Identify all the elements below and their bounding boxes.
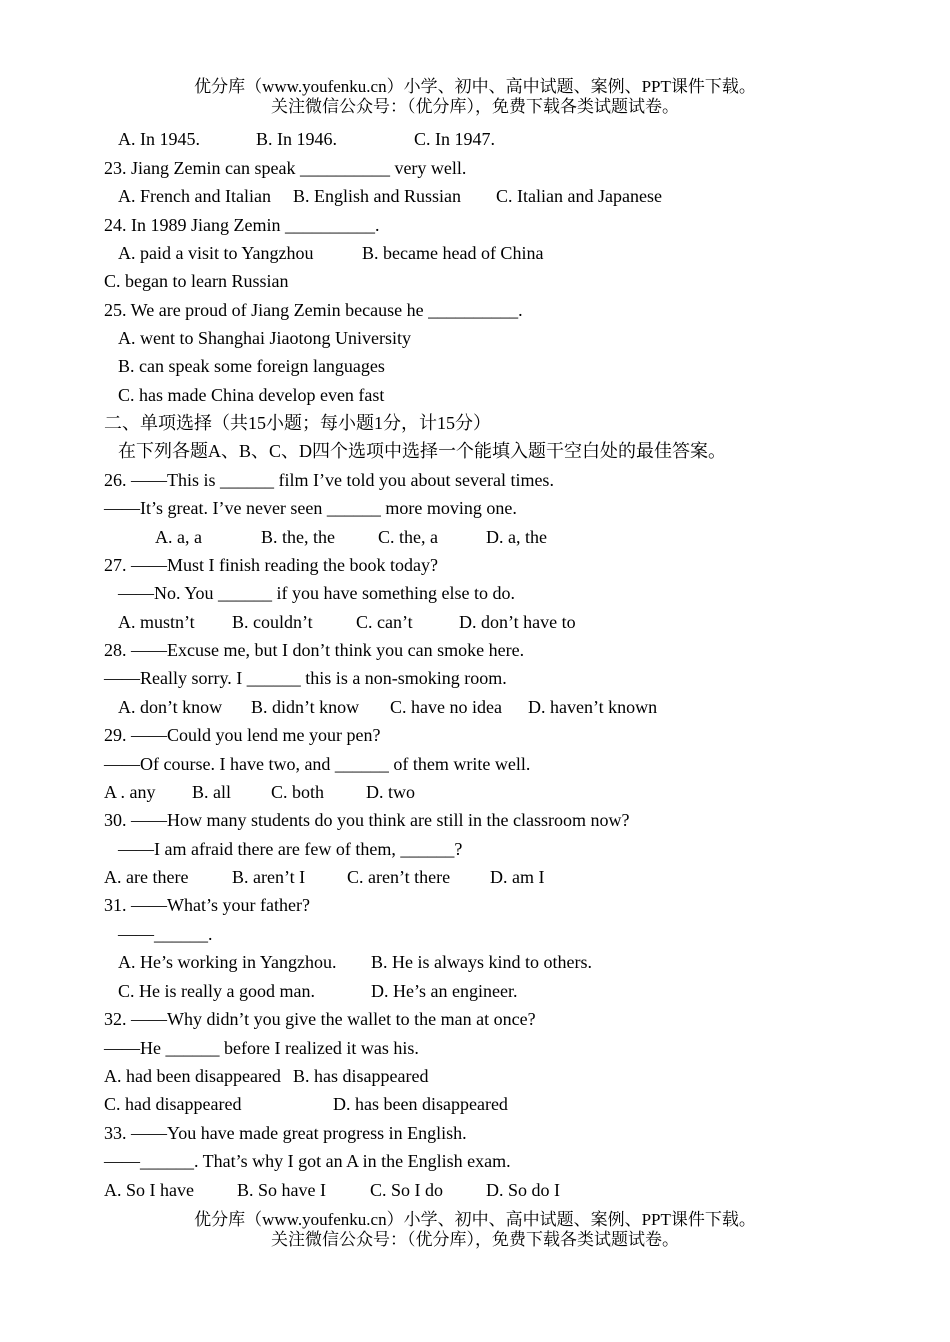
- q29-line-2: ——Of course. I have two, and ______ of them write well.: [104, 754, 531, 774]
- q25-option-c: C. has made China develop even fast: [118, 385, 385, 405]
- q24-option-b: B. became head of China: [362, 243, 544, 263]
- q24-option-a: A. paid a visit to Yangzhou: [118, 243, 314, 263]
- q28-option-c: C. have no idea: [390, 697, 502, 717]
- q27-option-d: D. don’t have to: [459, 612, 576, 632]
- q32-option-a: A. had been disappeared: [104, 1066, 281, 1086]
- q27-option-c: C. can’t: [356, 612, 413, 632]
- section-2-instruction: 在下列各题A、B、C、D四个选项中选择一个能填入题干空白处的最佳答案。: [118, 441, 727, 461]
- q33-option-c: C. So I do: [370, 1180, 444, 1200]
- q30-option-c: C. aren’t there: [347, 867, 451, 887]
- q33-line-2: ——______. That’s why I got an A in the English exam.: [104, 1151, 511, 1171]
- q26-option-c: C. the, a: [378, 527, 438, 547]
- header-line-1: 优分库（www.youfenku.cn）小学、初中、高中试题、案例、PPT课件下载。: [194, 77, 756, 96]
- q25-option-a: A. went to Shanghai Jiaotong University: [118, 328, 411, 348]
- q29-line-1: 29. ——Could you lend me your pen?: [104, 725, 381, 745]
- q32-line-2: ——He ______ before I realized it was his.: [104, 1038, 419, 1058]
- q33-option-a: A. So I have: [104, 1180, 194, 1200]
- q25-option-b: B. can speak some foreign languages: [118, 356, 385, 376]
- q26-line-1: 26. ——This is ______ film I’ve told you about several times.: [104, 470, 554, 490]
- q29-option-b: B. all: [192, 782, 231, 802]
- q31-option-a: A. He’s working in Yangzhou.: [118, 952, 337, 972]
- q30-option-a: A. are there: [104, 867, 189, 887]
- q29-option-a: A . any: [104, 782, 156, 802]
- q28-line-2: ——Really sorry. I ______ this is a non-smoking room.: [104, 668, 507, 688]
- q26-option-b: B. the, the: [261, 527, 335, 547]
- q29-option-d: D. two: [366, 782, 415, 802]
- q23-option-b: B. English and Russian: [293, 186, 462, 206]
- q33-option-d: D. So do I: [486, 1180, 561, 1200]
- q27-line-1: 27. ——Must I finish reading the book today?: [104, 555, 438, 575]
- section-2-title: 二、单项选择（共15小题；每小题1分，计15分）: [104, 413, 491, 433]
- q30-line-2: ——I am afraid there are few of them, ______?: [118, 839, 463, 859]
- q31-line-1: 31. ——What’s your father?: [104, 895, 310, 915]
- q31-line-2: ——______.: [118, 924, 213, 944]
- q26-line-2: ——It’s great. I’ve never seen ______ more moving one.: [104, 498, 517, 518]
- q22-option-c: C. In 1947.: [414, 129, 495, 149]
- header-line-2: 关注微信公众号：（优分库），免费下载各类试题试卷。: [271, 97, 679, 116]
- footer-line-1: 优分库（www.youfenku.cn）小学、初中、高中试题、案例、PPT课件下载。: [194, 1210, 756, 1229]
- q23-option-c: C. Italian and Japanese: [496, 186, 662, 206]
- q30-option-b: B. aren’t I: [232, 867, 306, 887]
- q26-option-a: A. a, a: [155, 527, 202, 547]
- q28-option-b: B. didn’t know: [251, 697, 360, 717]
- q29-option-c: C. both: [271, 782, 325, 802]
- q28-option-a: A. don’t know: [118, 697, 223, 717]
- q31-option-b: B. He is always kind to others.: [371, 952, 592, 972]
- q28-option-d: D. haven’t known: [528, 697, 658, 717]
- footer-line-2: 关注微信公众号：（优分库），免费下载各类试题试卷。: [271, 1230, 679, 1249]
- q32-line-1: 32. ——Why didn’t you give the wallet to the man at once?: [104, 1009, 536, 1029]
- q33-option-b: B. So have I: [237, 1180, 326, 1200]
- q32-option-d: D. has been disappeared: [333, 1094, 508, 1114]
- q30-line-1: 30. ——How many students do you think are still in the classroom now?: [104, 810, 630, 830]
- q32-option-b: B. has disappeared: [293, 1066, 429, 1086]
- q32-option-c: C. had disappeared: [104, 1094, 242, 1114]
- q25-stem: 25. We are proud of Jiang Zemin because he __________.: [104, 300, 523, 320]
- q23-stem: 23. Jiang Zemin can speak __________ very well.: [104, 158, 467, 178]
- q24-stem: 24. In 1989 Jiang Zemin __________.: [104, 215, 380, 235]
- q28-line-1: 28. ——Excuse me, but I don’t think you can smoke here.: [104, 640, 525, 660]
- q31-option-c: C. He is really a good man.: [118, 981, 315, 1001]
- q30-option-d: D. am I: [490, 867, 545, 887]
- q31-option-d: D. He’s an engineer.: [371, 981, 518, 1001]
- q23-option-a: A. French and Italian: [118, 186, 271, 206]
- q22-option-b: B. In 1946.: [256, 129, 337, 149]
- q24-option-c: C. began to learn Russian: [104, 271, 289, 291]
- q27-option-b: B. couldn’t: [232, 612, 313, 632]
- q26-option-d: D. a, the: [486, 527, 547, 547]
- q27-line-2: ——No. You ______ if you have something else to do.: [118, 583, 515, 603]
- q27-option-a: A. mustn’t: [118, 612, 195, 632]
- q22-option-a: A. In 1945.: [118, 129, 200, 149]
- q33-line-1: 33. ——You have made great progress in English.: [104, 1123, 467, 1143]
